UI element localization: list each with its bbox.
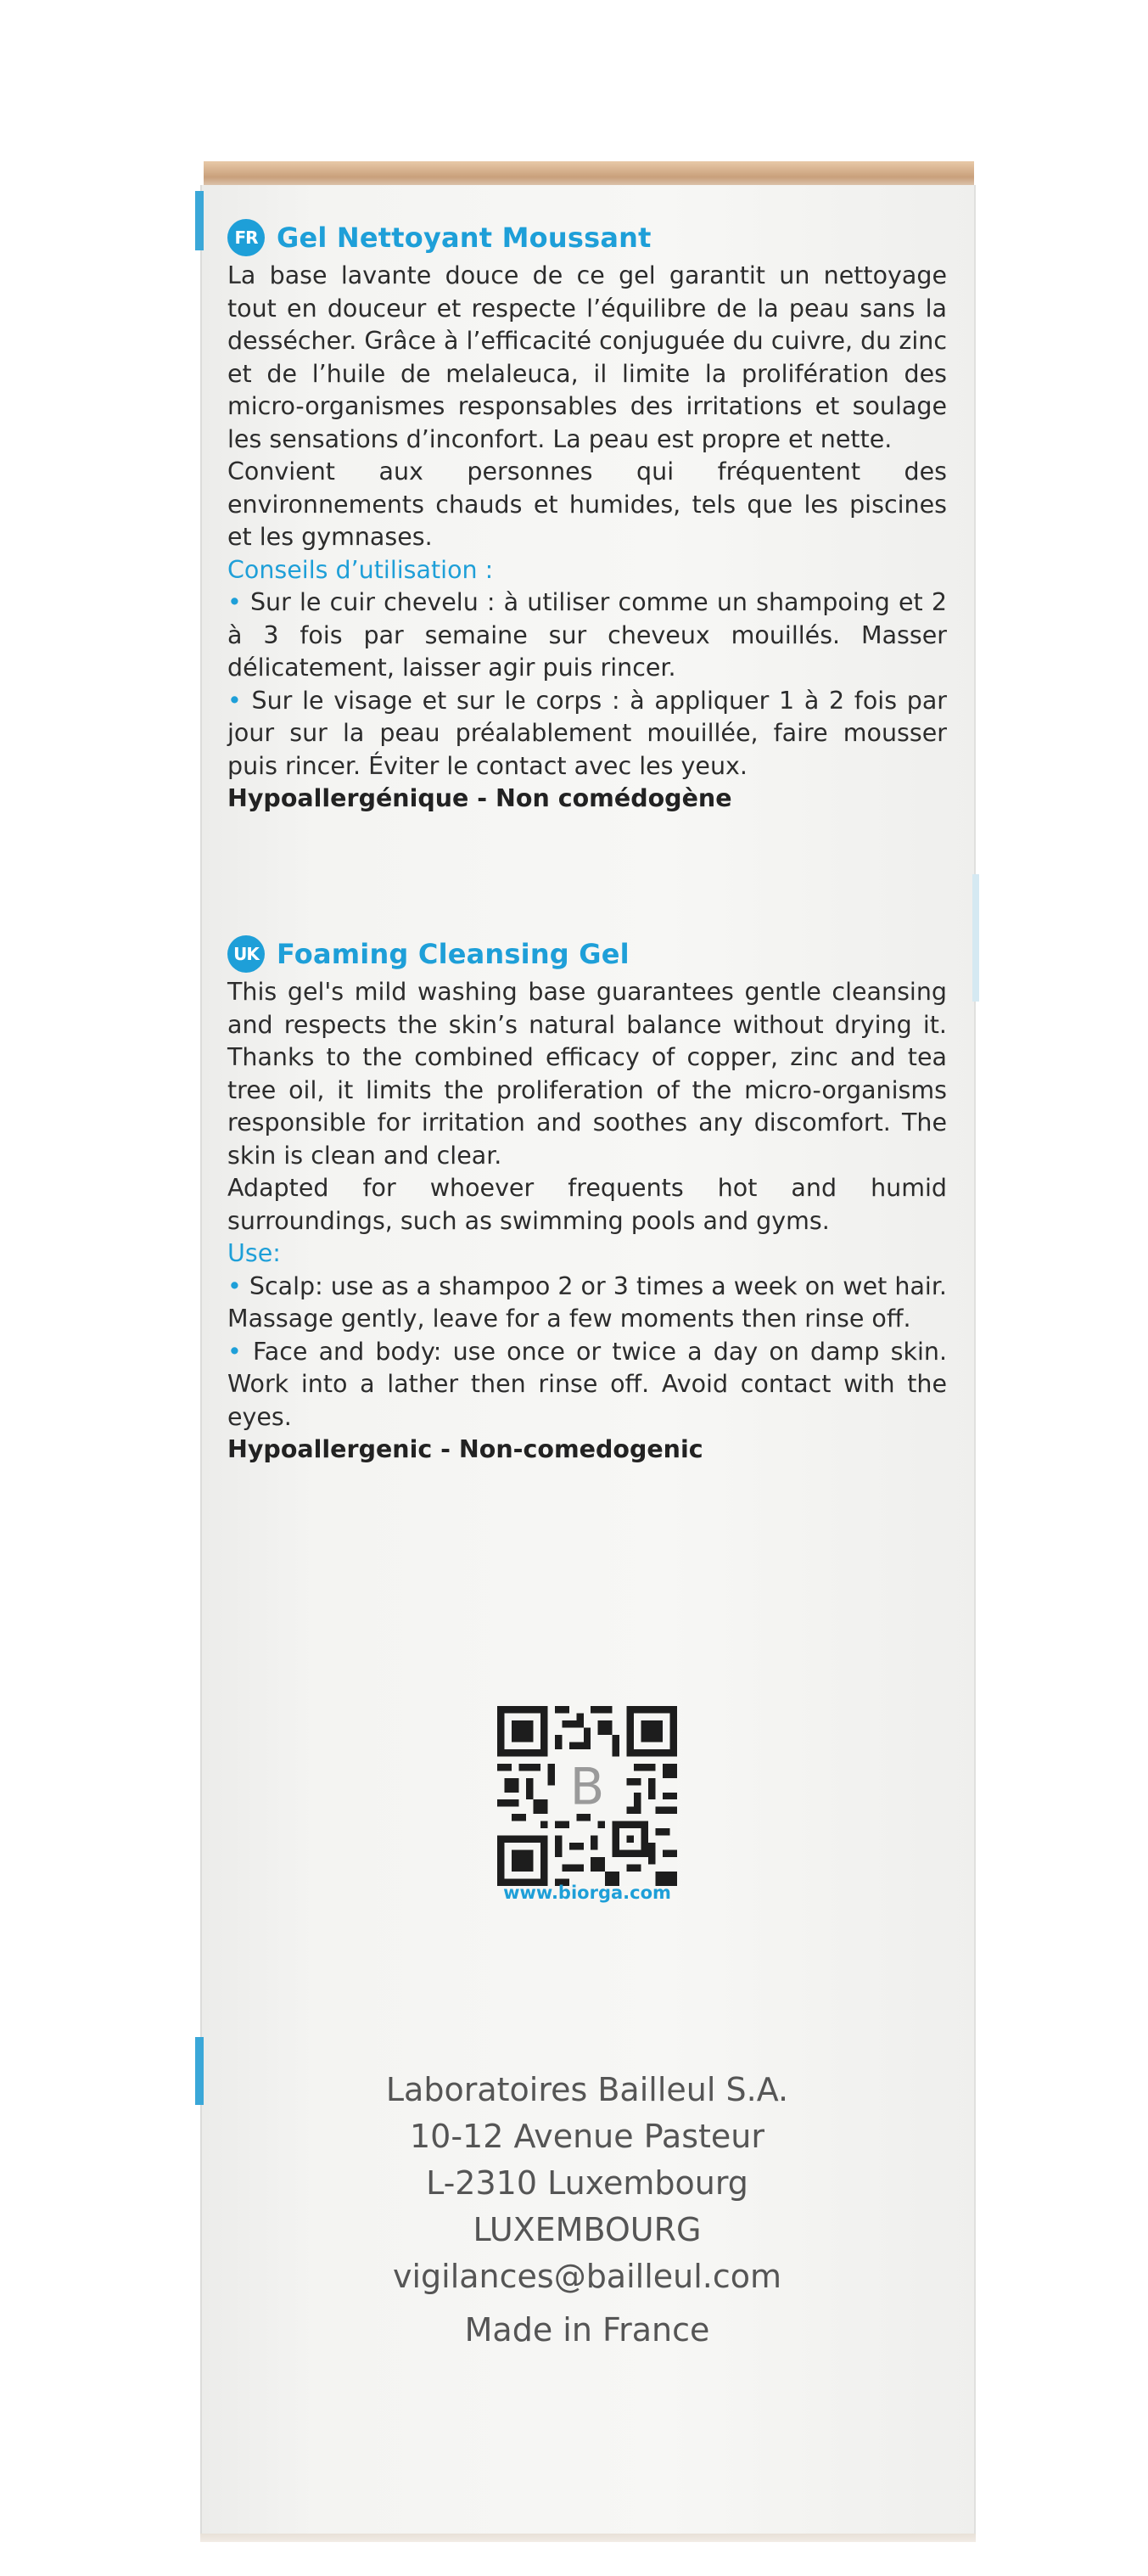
uk-bullet-scalp: • Scalp: use as a shampoo 2 or 3 times a week on wet hair. Massage gently, leave for a few moments then rinse off. — [227, 1271, 947, 1333]
address-company: Laboratoires Bailleul S.A. — [385, 2071, 789, 2108]
box-edge-right-mark — [972, 874, 979, 1002]
fr-badge: FR — [227, 219, 265, 256]
uk-title: Foaming Cleansing Gel — [277, 938, 630, 970]
qr-logo-letter: B — [569, 1757, 605, 1816]
uk-usage-context: Adapted for whoever frequents hot and humid surroundings, such as swimming pools and gyms. — [227, 1174, 947, 1235]
website-link[interactable]: www.biorga.com — [503, 1883, 671, 1903]
fr-use-heading: Conseils d’utilisation : — [227, 555, 494, 584]
fr-claim: Hypoallergénique - Non comédogène — [227, 784, 732, 812]
box-edge-blue-mark — [195, 191, 204, 250]
address-country: LUXEMBOURG — [473, 2211, 702, 2248]
fr-bullet-face-body: • Sur le visage et sur le corps : à appliquer 1 à 2 fois par jour sur la peau préalablement mouillée, faire mousser puis rincer. Éviter le contact avec les yeux. — [227, 686, 948, 780]
address-city: L-2310 Luxembourg — [426, 2164, 748, 2202]
uk-heading — [227, 932, 947, 976]
fr-section — [227, 216, 947, 816]
fr-title: Gel Nettoyant Moussant — [277, 222, 652, 254]
fr-description: La base lavante douce de ce gel garantit un nettoyage tout en douceur et respecte l’équilibre de la peau sans la dessécher. Grâce à l’efficacité conjuguée du cuivre, du zinc et de l’huile de melaleuca, il limite la prolifération des micro-organismes responsables des irritations et soulage les sensations d’inconfort. La peau est propre et nette. — [227, 261, 947, 453]
uk-description: This gel's mild washing base guarantees gentle cleansing and respects the skin’s natural balance without drying it. Thanks to the combined efficacy of copper, zinc and tea tree oil, it limits the proliferation of the micro-organisms responsible for irritation and soothes any discomfort. The skin is clean and clear. — [227, 978, 947, 1170]
uk-bullet-face-body: • Face and body: use once or twice a day on damp skin. Work into a lather then rinse off. Avoid contact with the eyes. — [227, 1337, 947, 1431]
uk-bullet-face-body-text: Face and body: use once or twice a day on damp skin. Work into a lather then rinse off. Avoid contact with the eyes. — [227, 1337, 947, 1431]
box-bottom-edge — [200, 2534, 976, 2542]
made-in: Made in France — [464, 2311, 710, 2349]
uk-bullet-scalp-text: Scalp: use as a shampoo 2 or 3 times a week on wet hair. Massage gently, leave for a few moments then rinse off. — [227, 1271, 947, 1333]
uk-badge: UK — [227, 935, 265, 973]
uk-claim: Hypoallergenic - Non-comedogenic — [227, 1435, 703, 1463]
qr-code[interactable] — [497, 1706, 677, 1886]
fr-bullet-scalp-text: Sur le cuir chevelu : à utiliser comme un shampoing et 2 à 3 fois par semaine sur cheveux mouillés. Masser délicatement, laisser agir puis rincer. — [227, 588, 947, 682]
uk-use-heading: Use: — [227, 1239, 281, 1267]
address-email[interactable]: vigilances@bailleul.com — [392, 2258, 782, 2295]
fr-heading — [227, 216, 947, 260]
box-edge-blue-mark — [195, 2037, 204, 2105]
uk-section — [227, 932, 947, 1467]
address-street: 10-12 Avenue Pasteur — [409, 2118, 765, 2155]
manufacturer-address — [285, 2067, 889, 2354]
fr-bullet-face-body-text: Sur le visage et sur le corps : à appliquer 1 à 2 fois par jour sur la peau préalablement mouillée, faire mousser puis rincer. Éviter le contact avec les yeux. — [227, 686, 948, 780]
fr-bullet-scalp: • Sur le cuir chevelu : à utiliser comme un shampoing et 2 à 3 fois par semaine sur cheveux mouillés. Masser délicatement, laisser agir puis rincer. — [227, 588, 947, 682]
fr-usage-context: Convient aux personnes qui fréquentent des environnements chauds et humides, tels que les piscines et les gymnases. — [227, 457, 947, 551]
